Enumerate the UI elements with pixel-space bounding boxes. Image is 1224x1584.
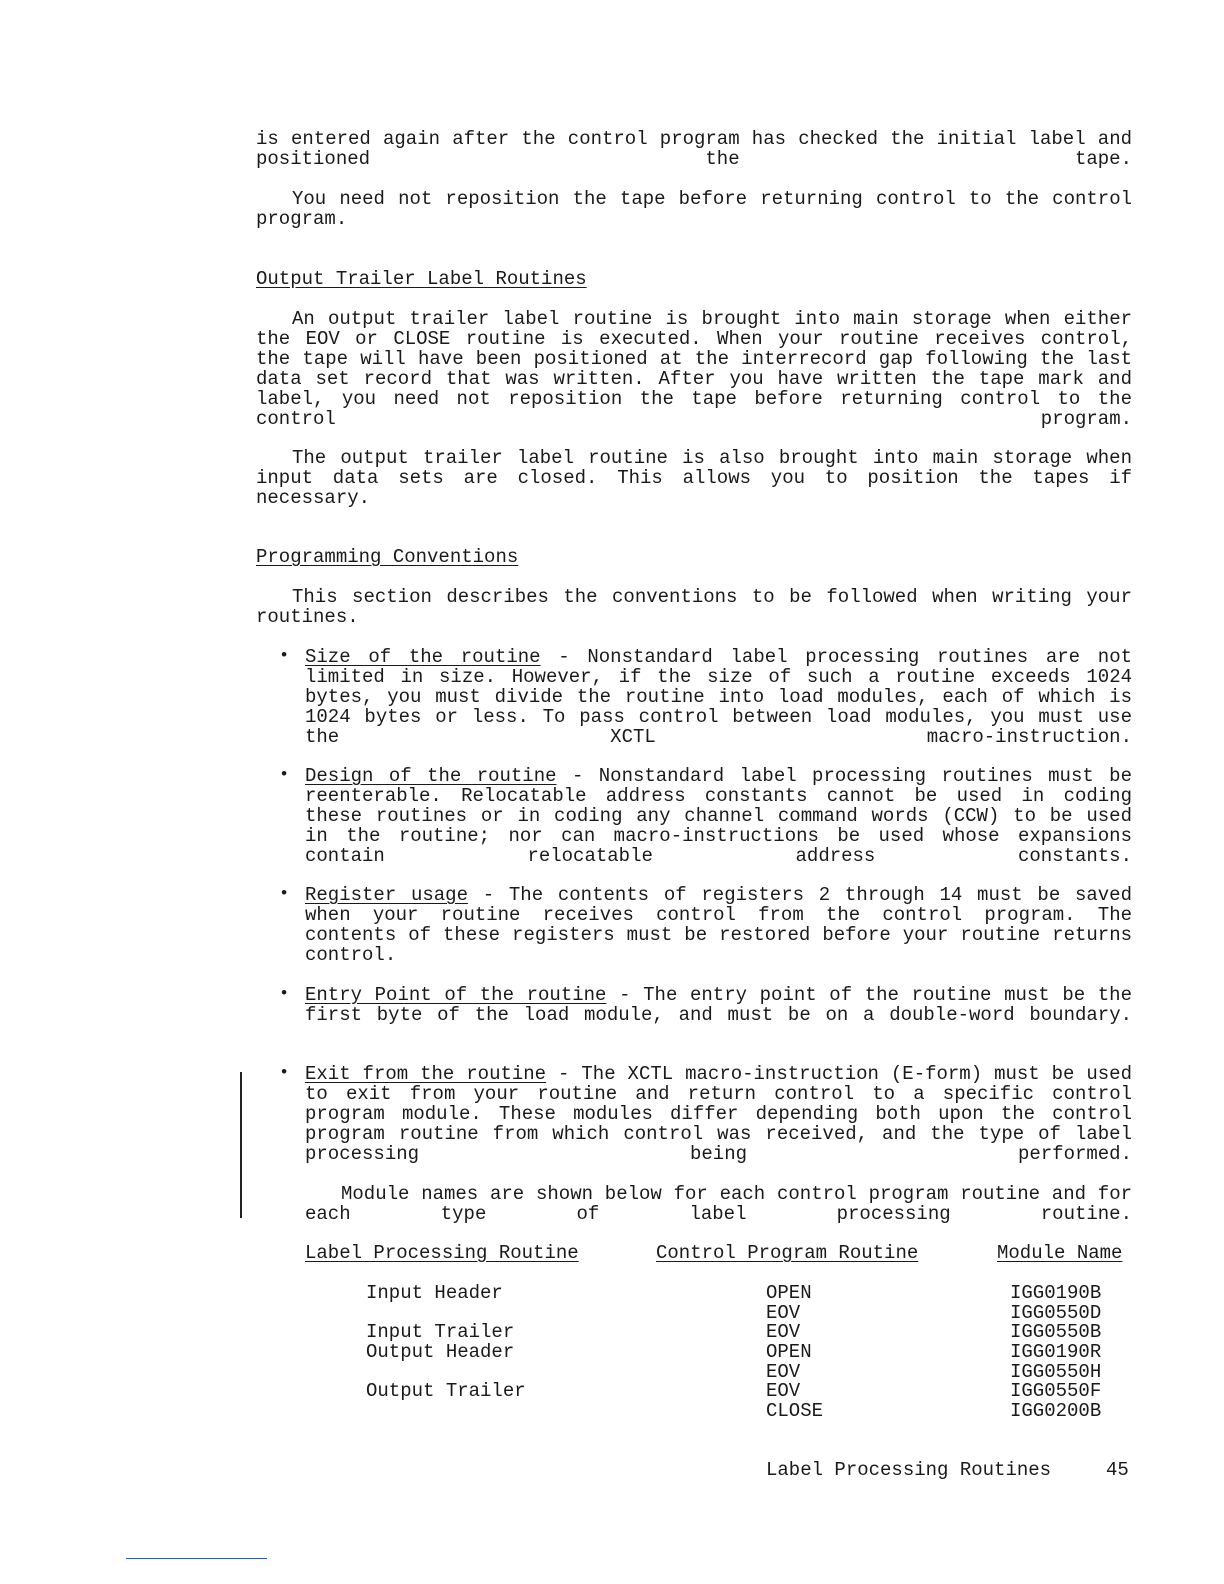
table-cell-routine: OPEN <box>766 1341 812 1363</box>
table-header-module-name: Module Name <box>997 1242 1123 1264</box>
table-cell-module: IGG0190R <box>1010 1341 1102 1363</box>
module-note: Module names are shown below for each control program routine and for each type of label processing routine. <box>305 1183 1132 1225</box>
intro-paragraph-1: is entered again after the control program has checked the initial label and positioned the tape. <box>256 128 1132 170</box>
bullet-text: - The XCTL macro-instruction (E-form) must be used to exit from your routine and return control to a specific control program module. These modules differ depending both upon the control program routine from which control was received, and the type of label processing being performed. <box>305 1063 1132 1165</box>
table-cell-module: IGG0550D <box>1010 1302 1102 1324</box>
table-header-control-routine: Control Program Routine <box>656 1242 919 1264</box>
bullet-text: - The entry point of the routine must be the first byte of the load module, and must be on a double-word boundary. <box>305 984 1132 1026</box>
table-cell-module: IGG0550B <box>1010 1321 1102 1343</box>
table-cell-routine: EOV <box>766 1321 801 1343</box>
table-cell-module: IGG0550F <box>1010 1380 1102 1402</box>
bullet-term: Size of the routine <box>305 646 541 668</box>
bullet-term: Design of the routine <box>305 765 557 787</box>
bullet-term: Entry Point of the routine <box>305 984 607 1006</box>
revision-change-bar <box>240 1072 242 1218</box>
table-header-label-routine: Label Processing Routine <box>305 1242 579 1264</box>
conventions-intro: This section describes the conventions to be followed when writing your routines. <box>256 586 1132 628</box>
bullet-text: - Nonstandard label processing routines must be reenterable. Relocatable address constants cannot be used in coding these routines or in coding any channel command words (CCW) to be used in the routine; nor can macro-instructions be used whose expansions contain relocatable address constants. <box>305 765 1132 867</box>
table-cell-label: Output Header <box>366 1341 515 1363</box>
table-cell-routine: EOV <box>766 1380 801 1402</box>
bullet-exit-from-routine <box>305 1064 1132 1164</box>
bullet-marker: • <box>279 885 290 904</box>
bullet-text: - Nonstandard label processing routines are not limited in size. However, if the size of such a routine exceeds 1024 bytes, you must divide the routine into load modules, each of which is 1024 bytes or less. To pass control between load modules, you must use the XCTL macro-instruction. <box>305 646 1132 748</box>
bullet-register-usage <box>305 885 1132 965</box>
bullet-marker: • <box>279 647 290 666</box>
table-cell-routine: EOV <box>766 1361 801 1383</box>
table-cell-module: IGG0200B <box>1010 1400 1102 1422</box>
page-number: 45 <box>1106 1459 1129 1481</box>
bullet-entry-point <box>305 985 1132 1025</box>
table-cell-routine: OPEN <box>766 1282 812 1304</box>
bullet-text: - The contents of registers 2 through 14 must be saved when your routine receives control from the control program. The contents of these registers must be restored before your routine returns control. <box>305 884 1132 966</box>
bullet-marker: • <box>279 1064 290 1083</box>
table-cell-module: IGG0550H <box>1010 1361 1102 1383</box>
output-trailer-heading: Output Trailer Label Routines <box>256 268 587 290</box>
table-cell-module: IGG0190B <box>1010 1282 1102 1304</box>
bullet-term: Exit from the routine <box>305 1063 547 1085</box>
bullet-design-of-routine <box>305 766 1132 866</box>
bullet-marker: • <box>279 766 290 785</box>
bottom-rule <box>126 1558 267 1559</box>
table-cell-routine: EOV <box>766 1302 801 1324</box>
table-cell-routine: CLOSE <box>766 1400 824 1422</box>
intro-paragraph-2: You need not reposition the tape before returning control to the control program. <box>256 188 1132 230</box>
output-trailer-paragraph-2: The output trailer label routine is also brought into main storage when input data sets are closed. This allows you to position the tapes if necessary. <box>256 447 1132 509</box>
table-cell-label: Input Header <box>366 1282 503 1304</box>
table-cell-label: Input Trailer <box>366 1321 515 1343</box>
bullet-marker: • <box>279 985 290 1004</box>
footer-title: Label Processing Routines <box>766 1459 1052 1481</box>
bullet-term: Register usage <box>305 884 468 906</box>
output-trailer-paragraph-1: An output trailer label routine is brought into main storage when either the EOV or CLOSE routine is executed. When your routine receives control, the tape will have been positioned at the interrecord gap following the last data set record that was written. After you have written the tape mark and label, you need not reposition the tape before returning control to the control program. <box>256 308 1132 430</box>
table-cell-label: Output Trailer <box>366 1380 526 1402</box>
programming-conventions-heading: Programming Conventions <box>256 546 519 568</box>
bullet-size-of-routine <box>305 647 1132 747</box>
